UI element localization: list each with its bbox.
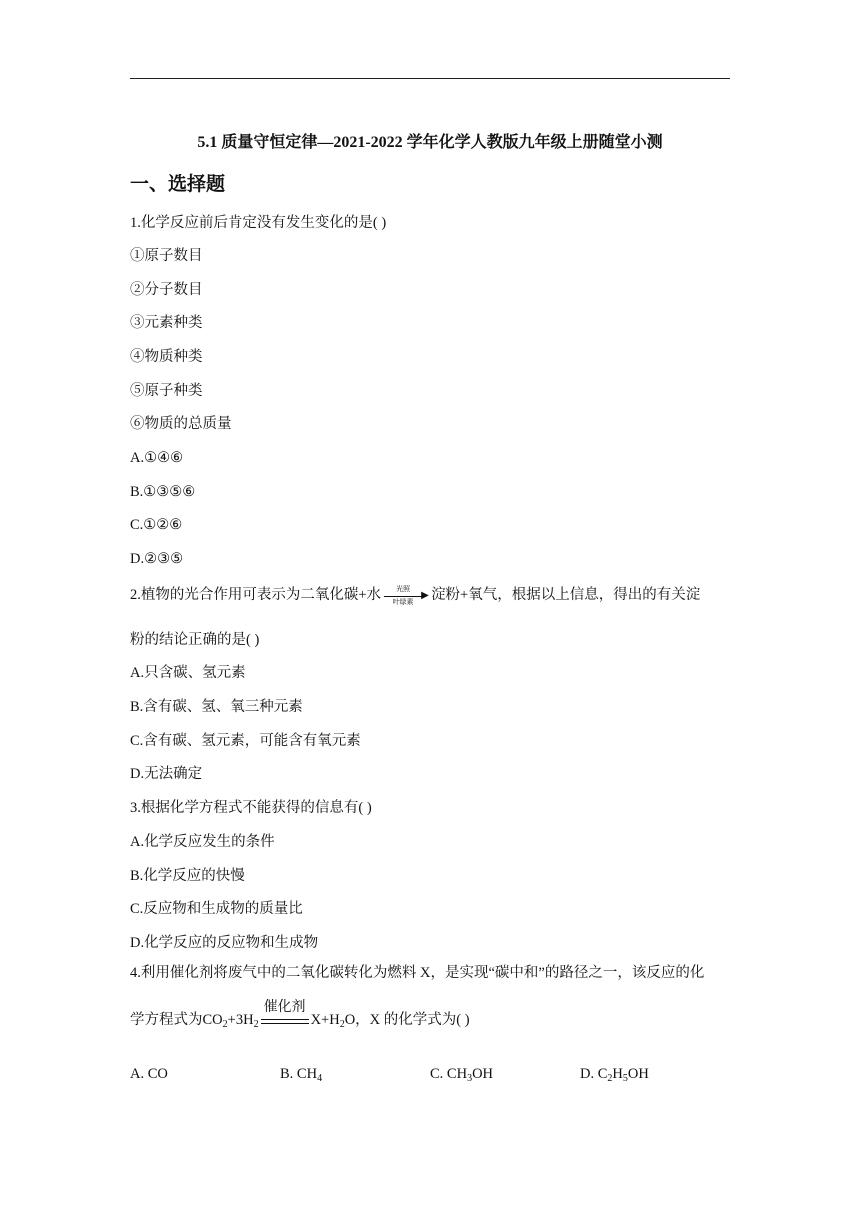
q4-stem-line1: 4.利用催化剂将废气中的二氧化碳转化为燃料 X，是实现“碳中和”的路径之一，该反应的化 bbox=[130, 965, 705, 981]
q4-option-a: A. CO bbox=[130, 1066, 168, 1082]
q3-stem: 3.根据化学方程式不能获得的信息有( ) bbox=[130, 800, 372, 816]
q1-option-a: A.①④⑥ bbox=[130, 450, 184, 466]
q3-option-a: A.化学反应发生的条件 bbox=[130, 834, 275, 850]
q2-option-d: D.无法确定 bbox=[130, 766, 203, 782]
header-rule bbox=[130, 78, 730, 79]
reaction-arrow bbox=[383, 586, 429, 606]
arrow-line bbox=[384, 596, 424, 597]
q1-item: ②分子数目 bbox=[130, 282, 203, 298]
arrow-condition-bottom: 叶绿素 bbox=[392, 597, 414, 606]
q2-stem-line2: 粉的结论正确的是( ) bbox=[130, 632, 260, 648]
q2-stem-after: 淀粉+氧气，根据以上信息，得出的有关淀 bbox=[431, 587, 701, 603]
q1-option-b: B.①③⑤⑥ bbox=[130, 484, 196, 500]
eq-reactant-co2: $CO_2+3H_2$ bbox=[202, 1012, 259, 1030]
q1-stem: 1.化学反应前后肯定没有发生变化的是( ) bbox=[130, 215, 387, 231]
section-heading: 一、选择题 bbox=[130, 174, 226, 195]
q1-item: ③元素种类 bbox=[130, 315, 203, 331]
q2-option-a: A.只含碳、氢元素 bbox=[130, 665, 246, 681]
q2-stem bbox=[130, 585, 700, 606]
q4-equation-line bbox=[130, 1000, 470, 1036]
q1-item: ④物质种类 bbox=[130, 349, 203, 365]
arrow-head-icon: ▶ bbox=[421, 589, 429, 601]
q1-item: ⑤原子种类 bbox=[130, 383, 203, 399]
eq-products: $X+H_2O$ bbox=[310, 1012, 356, 1030]
q4-eq-suffix: ，X 的化学式为( ) bbox=[355, 1012, 470, 1028]
q1-item: ⑥物质的总质量 bbox=[130, 416, 232, 432]
q1-option-c: C.①②⑥ bbox=[130, 517, 183, 533]
catalyst-equals-sign bbox=[261, 1000, 309, 1036]
q4-eq-prefix: 学方程式为 bbox=[130, 1012, 203, 1028]
q4-option-d: D. $C_2H_5OH$ bbox=[580, 1066, 649, 1084]
q3-option-b: B.化学反应的快慢 bbox=[130, 868, 245, 884]
arrow-condition-top: 光照 bbox=[396, 584, 411, 593]
q3-option-c: C.反应物和生成物的质量比 bbox=[130, 901, 303, 917]
q1-option-d: D.②③⑤ bbox=[130, 551, 184, 567]
q2-option-c: C.含有碳、氢元素，可能含有氧元素 bbox=[130, 733, 361, 749]
q2-option-b: B.含有碳、氢、氧三种元素 bbox=[130, 699, 303, 715]
catalyst-label: 催化剂 bbox=[263, 1000, 306, 1015]
page-title: 5.1 质量守恒定律—2021-2022 学年化学人教版九年级上册随堂小测 bbox=[197, 134, 663, 151]
q2-stem-before: 2.植物的光合作用可表示为二氧化碳+水 bbox=[130, 587, 382, 603]
q1-item: ①原子数目 bbox=[130, 248, 203, 264]
q3-option-d: D.化学反应的反应物和生成物 bbox=[130, 935, 319, 951]
q4-option-b: B. $CH_4$ bbox=[280, 1066, 323, 1084]
q4-option-c: C. $CH_3OH$ bbox=[430, 1066, 494, 1084]
